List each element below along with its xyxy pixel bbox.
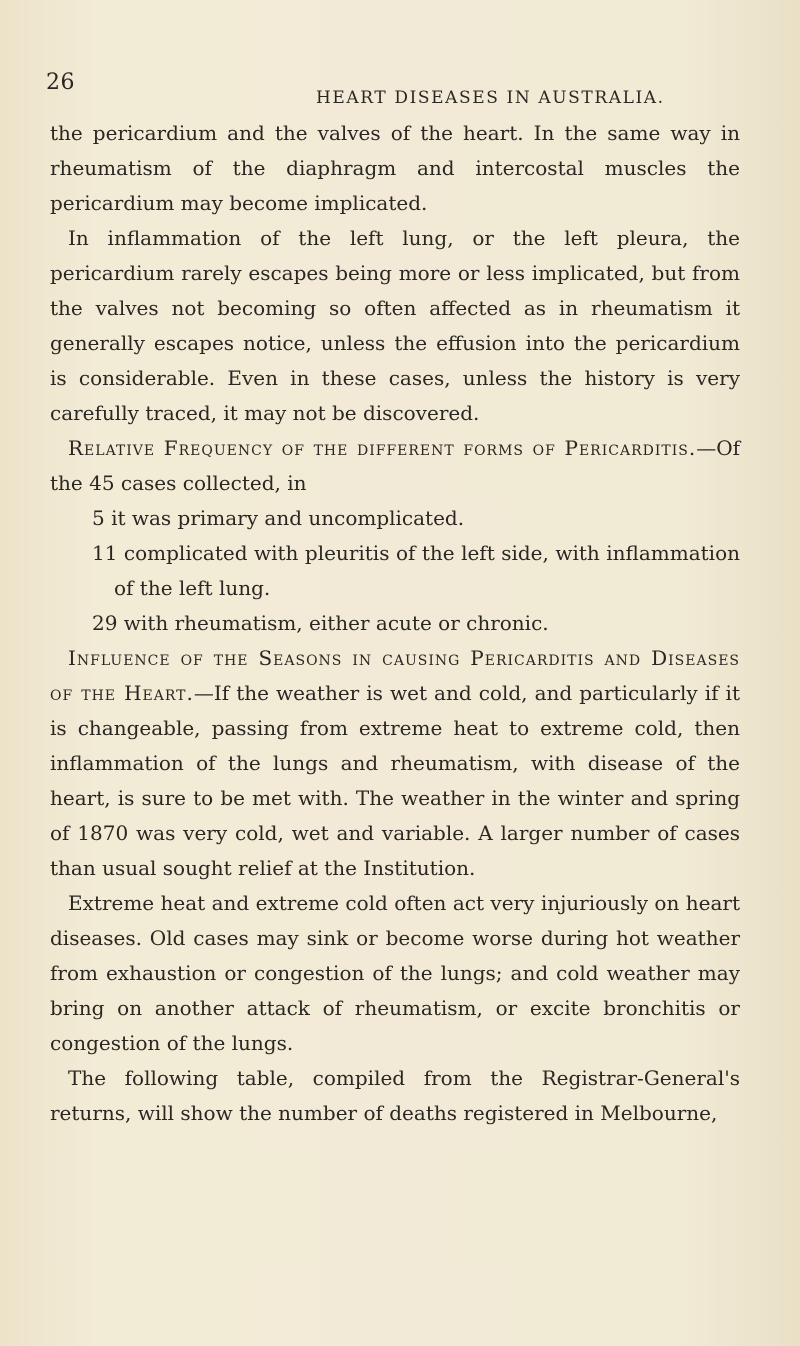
list-item-primary: 5 it was primary and uncomplicated. <box>92 506 465 530</box>
section-heading-relative-frequency: Relative Frequency of the different forms of Pericarditis. <box>68 436 697 460</box>
paragraph-5: Extreme heat and extreme cold often act very injuriously on heart diseases. Old cases may sink or become worse during hot weather from exhaustion or congestion of the lungs; and cold weather may bring on another attack of rheumatism, or excite bronchitis or congestion of the lungs. <box>50 891 740 1055</box>
page-header <box>46 70 746 110</box>
list-item-rheumatism: 29 with rheumatism, either acute or chronic. <box>92 611 549 635</box>
paragraph-3-text: —Of the 45 cases collected, in <box>50 436 740 495</box>
paragraph-4 <box>50 641 740 886</box>
running-head: HEART DISEASES IN AUSTRALIA. <box>316 88 665 108</box>
list-item-pleuritis: 11 complicated with pleuritis of the left side, with inflammation of the left lung. <box>92 541 740 600</box>
section-heading-seasons: Influence of the Seasons in causing Pericarditis and Diseases of the Heart. <box>50 646 740 705</box>
page-number: 26 <box>46 70 75 95</box>
paragraph-3 <box>50 431 740 501</box>
paragraph-1: the pericardium and the valves of the heart. In the same way in rheumatism of the diaphragm and intercostal muscles the pericardium may become implicated. <box>50 121 740 215</box>
paragraph-2: In inflammation of the left lung, or the left pleura, the pericardium rarely escapes being more or less implicated, but from the valves not becoming so often affected as in rheumatism it generally escapes notice, unless the effusion into the pericardium is considerable. Even in these cases, unless the history is very carefully traced, it may not be discovered. <box>50 226 740 425</box>
paragraph-4-text: —If the weather is wet and cold, and particularly if it is changeable, passing from extreme heat to extreme cold, then inflammation of the lungs and rheumatism, with disease of the heart, is sure to be met with. The weather in the winter and spring of 1870 was very cold, wet and variable. A larger number of cases than usual sought relief at the Institution. <box>50 681 740 880</box>
paragraph-6: The following table, compiled from the Registrar-General's returns, will show the number of deaths registered in Melbourne, <box>50 1066 740 1125</box>
body-text <box>50 116 740 1131</box>
